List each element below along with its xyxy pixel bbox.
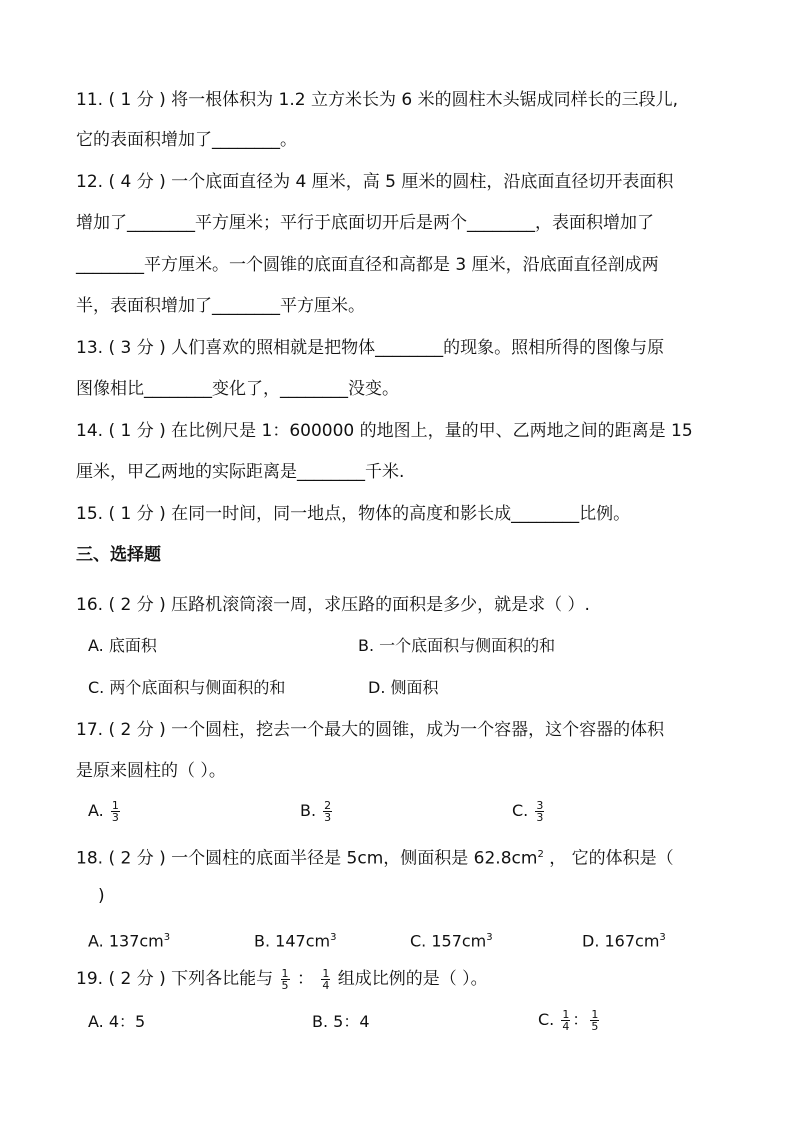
fraction: $\frac{1}{4}$ — [322, 966, 330, 992]
q14-line2: 厘米，甲乙两地的实际距离是________千米. — [76, 462, 405, 482]
q18-option-b: B. $147cm^3$ — [254, 931, 337, 951]
q16-option-d: D. 侧面积 — [368, 678, 439, 697]
q17-option-a: A. $\frac{1}{3}$ — [88, 799, 119, 824]
q11-line1: 11. ( 1 分 ) 将一根体积为 1.2 立方米长为 6 米的圆柱木头锯成同样长的三段儿, — [76, 90, 679, 110]
q17-option-b: B. $\frac{2}{3}$ — [300, 799, 332, 824]
fraction: $\frac{1}{5}$ — [281, 966, 289, 992]
q12-line4: 半，表面积增加了________平方厘米。 — [76, 296, 365, 316]
q15-line1: 15. ( 1 分 ) 在同一时间，同一地点，物体的高度和影长成________比例。 — [76, 504, 631, 524]
q11-line2: 它的表面积增加了________。 — [76, 130, 297, 150]
q17-line1: 17. ( 2 分 ) 一个圆柱，挖去一个最大的圆锥，成为一个容器，这个容器的体积 — [76, 720, 665, 740]
q13-line2: 图像相比________变化了，________没变。 — [76, 379, 399, 399]
q17-line2: 是原来圆柱的（ ）。 — [76, 761, 226, 781]
q19-line1: 19. ( 2 分 ) 下列各比能与 $\frac{1}{5}$ ： $\frac{1}{4}$ 组成比例的是（ ）。 — [76, 966, 488, 992]
q12-line1: 12. ( 4 分 ) 一个底面直径为 4 厘米，高 5 厘米的圆柱，沿底面直径切开表面积 — [76, 172, 674, 192]
q16-option-a: A. 底面积 — [88, 636, 157, 655]
fraction: $\frac{1}{4}$ — [562, 1008, 570, 1033]
q18-option-c: C. $157cm^3$ — [410, 931, 493, 951]
q18-line1: 18. ( 2 分 ) 一个圆柱的底面半径是 5cm，侧面积是 $62.8cm^2$ ， 它的体积是（ — [76, 848, 674, 869]
fraction: $\frac{1}{5}$ — [591, 1008, 599, 1033]
q18-option-a: A. $137cm^3$ — [88, 931, 171, 951]
q12-line3: ________平方厘米。一个圆锥的底面直径和高都是 3 厘米，沿底面直径剖成两 — [76, 255, 659, 275]
q16-line1: 16. ( 2 分 ) 压路机滚筒滚一周，求压路的面积是多少，就是求（ ）. — [76, 595, 590, 615]
q18-option-d: D. $167cm^3$ — [582, 931, 666, 951]
q19-option-c: C. $\frac{1}{4}$ ： $\frac{1}{5}$ — [538, 1008, 599, 1033]
q18-line2: ) — [98, 886, 105, 906]
fraction: $\frac{2}{3}$ — [324, 799, 332, 824]
fraction: $\frac{1}{3}$ — [111, 799, 119, 824]
q16-option-b: B. 一个底面积与侧面积的和 — [358, 636, 556, 655]
q16-option-c: C. 两个底面积与侧面积的和 — [88, 678, 286, 697]
q14-line1: 14. ( 1 分 ) 在比例尺是 1：600000 的地图上，量的甲、乙两地之间的距离是 15 — [76, 421, 693, 441]
section-title: 三、选择题 — [76, 545, 161, 565]
q17-option-c: C. $\frac{3}{3}$ — [512, 799, 544, 824]
q19-option-b: B. 5：4 — [312, 1012, 370, 1031]
q19-option-a: A. 4：5 — [88, 1012, 146, 1031]
fraction: $\frac{3}{3}$ — [536, 799, 544, 824]
q13-line1: 13. ( 3 分 ) 人们喜欢的照相就是把物体________的现象。照相所得的图像与原 — [76, 338, 665, 358]
q12-line2: 增加了________平方厘米；平行于底面切开后是两个________，表面积增加了 — [76, 213, 654, 233]
